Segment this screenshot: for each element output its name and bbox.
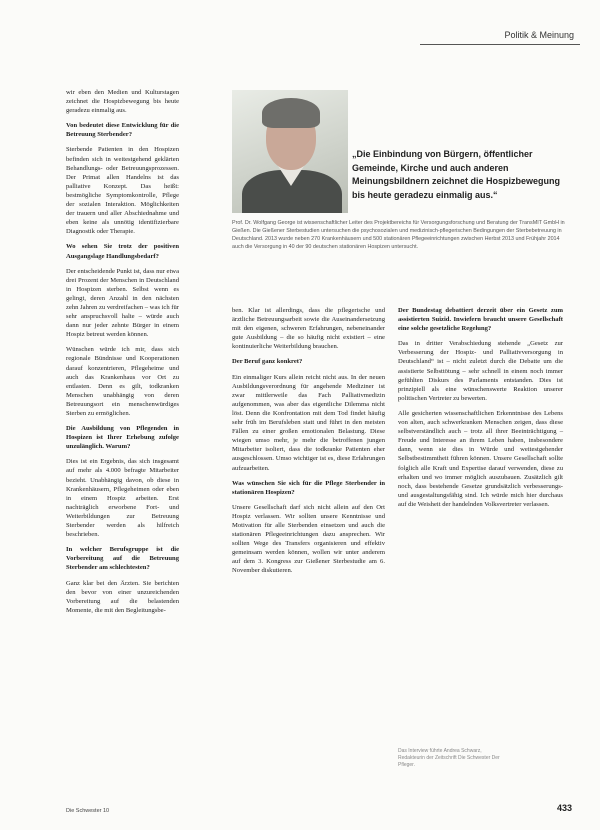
page-number: 433 (556, 803, 572, 813)
column-left (66, 88, 179, 621)
footer-publication: Die Schwester 10 (66, 808, 110, 814)
column-right (398, 306, 563, 515)
body-paragraph: Ein einmaliger Kurs allein reicht nicht aus. In der neuen Ausbildungsverordnung für angehende Mediziner ist zwar mittlerweile das Fach Palliativmedizin aufgenommen, was aber das eigentliche Dilemma nicht löst. Denn die Konfrontation mit dem Tod findet häufig sehr früh im Berufsleben statt und führt in den meisten Fällen zu einer großen emotionalen Belastung. Diese wiegen umso mehr, je mehr die betroffenen jungen Mitarbeiter isoliert, dass die todkranke Patienten eher ausgeschlossen. Umso wichtiger ist es, diese Erfahrungen aufzuarbeiten. (232, 373, 385, 472)
body-paragraph: Ganz klar bei den Ärzten. Sie berichten den bevor von einer unzureichenden Vorbereitung auf die belastenden Momente, die mit den Begleitungsbe- (66, 579, 179, 614)
portrait-hair-shape (262, 98, 320, 128)
interview-question: Von bedeutet diese Entwicklung für die Betreuung Sterbender? (66, 122, 179, 139)
body-paragraph: ben. Klar ist allerdings, dass die pflegerische und ärztliche Betreuungsarbeit sowie die Auseinandersetzung mit den eigenen, schweren Erfahrungen, nebeneinander gute Ausbildung – die so häufig nicht existiert – eine kontinuierliche Weiterbildung brauchen. (232, 307, 385, 351)
interview-question: Der Bundestag debattiert derzeit über ein Gesetz zum assistierten Suizid. Inwiefern braucht unsere Gesellschaft eine solche gesetzliche Regelung? (398, 307, 563, 333)
interview-credit: Das Interview führte Andrea Schwarz, Redakteurin der Zeitschrift Die Schwester Der Pfleger. (398, 748, 500, 769)
header-rule (420, 44, 580, 45)
body-paragraph: Der entscheidende Punkt ist, dass nur etwa drei Prozent der Menschen in Deutschland in Hospizen sterben. Selbst wenn es gelingt, deren Anzahl in den nächsten zehn Jahren zu verdreifachen – was ich für sehr anspruchsvoll halte – würde auch dann nur jeder zehnte Bürger in einem Hospiz betreut werden können. (66, 267, 179, 339)
interview-question: Die Ausbildung von Pflegenden in Hospizen ist Ihrer Erhebung zufolge unzulänglich. Warum? (66, 425, 179, 451)
portrait-caption: Prof. Dr. Wolfgang George ist wissenschaftlicher Leiter des Projektbereichs für Versorgungsforschung und Beratung der TransMIT GmbH in Gießen. Die Gießener Sterbestudien untersuchen die psychosozialen und medizinisch-pflegerischen Bedingungen der Sterbebetreuung in Deutschland. 2013 wurde neben 270 Krankenhäusern und 500 stationären Pflegeeinrichtungen zwischen Herbst 2013 und Frühjahr 2014 auch die Versorgung in 40 der 90 deutschen stationären Hospizen untersucht. (232, 220, 565, 250)
author-portrait (232, 90, 348, 213)
section-header: Politik & Meinung (504, 30, 574, 40)
body-paragraph: Wünschen würde ich mir, dass sich regionale Bündnisse und Kooperationen darauf konzentrieren, Pflegeheime und auch das Krankenhaus vor Ort zu entlasten. Denn es gilt, todkranken Menschen unabhängig von deren Betreuungsort ein menschenwürdiges Sterben zu ermöglichen. (66, 346, 179, 417)
interview-question: Wo sehen Sie trotz der positiven Ausgangslage Handlungsbedarf? (66, 243, 179, 260)
body-paragraph: wir eben den Medien und Kulturstagen zeichnet die Hospizbewegung bis heute geradezu einmalig aus. (66, 89, 179, 115)
column-middle (232, 306, 385, 582)
body-paragraph: Das in dritter Verabschiedung stehende „Gesetz zur Verbesserung der Hospiz- und Palliativversorgung in Deutschland“ ist – nicht zuletzt durch die Debatte um die assistierte Selbsttötung – sehr schnell in einem noch immer gefühlten Diskurs des Parlaments entstanden. Dies ist prinzipiell als eine wünschenswerte Reaktion unserer politischen Vertreter zu bewerten. (398, 340, 563, 402)
pull-quote: „Die Einbindung von Bürgern, öffentlicher Gemeinde, Kirche und auch anderen Meinungsbildnern zeichnet die Hospizbewegung bis heute geradezu einmalig aus.“ (352, 149, 561, 200)
interview-question: Der Beruf ganz konkret? (232, 358, 303, 366)
body-paragraph: Alle gesicherten wissenschaftlichen Erkenntnisse des Lebens von alten, auch schwerkranken Menschen zeigen, dass diese selbstverständlich auch – trotz all ihrer Beeinträchtigung – Freude und Interesse an ihrem Leben haben, insbesondere dann, wenn sie dies in Würde und weitestgehender Selbstbestimmtheit führen können. Unsere Gesellschaft sollte folglich alle Kraft und Expertise darauf verwenden, diese zu erhalten und wo immer möglich auszubauen. Zusätzlich gilt noch, dass bestehende Gesetze grundsätzlich verbesserungs- und ausgestaltungsfähig sind. Ich würde mich hier durchaus auf die Weisheit der handelnden Volksvertreter verlassen. (398, 409, 563, 508)
body-paragraph: Dies ist ein Ergebnis, das sich insgesamt auf mehr als 4.000 befragte Mitarbeiter bezieht. Unabhängig davon, ob diese in Krankenhäusern, Pflegeheimen oder eben in einem Hospiz arbeiten. Erst nachträglich erworbene Fort- und Weiterbildungen zur Betreuung Sterbender werden als hilfreich beschrieben. (66, 458, 179, 539)
body-paragraph: Unsere Gesellschaft darf sich nicht allein auf den Ort Hospiz verlassen. Wir sollten unsere Kenntnisse und Motivation für alle Sterbenden einsetzen und auch die stationären Pflegeeinrichtungen dazu ansprechen. Wir sollten Wege des Transfers organisieren und effektiv gemeinsam werden können, wollen wir unter anderem auf dem 3. Kongress zur Gießener Sterbestudie am 6. November diskutieren. (232, 503, 385, 575)
body-paragraph: Sterbende Patienten in den Hospizen befinden sich in weitestgehend geklärten Behandlungs- oder Betreuungsprozessen. Der Primat allen Handelns ist das palliative Konzept. Das heißt: bestmögliche Symptomkontrolle, Pflege der sozialen Interaktion. Möglichkeiten der trauern und aller Abschiednahme und eben keine als unnötig identifizierbare Diagnostik oder Therapie. (66, 146, 179, 236)
interview-question: Was wünschen Sie sich für die Pflege Sterbender in stationären Hospizen? (232, 479, 385, 496)
interview-question: In welcher Berufsgruppe ist die Vorbereitung auf die Betreuung Sterbender am schlechtesten? (66, 546, 179, 572)
